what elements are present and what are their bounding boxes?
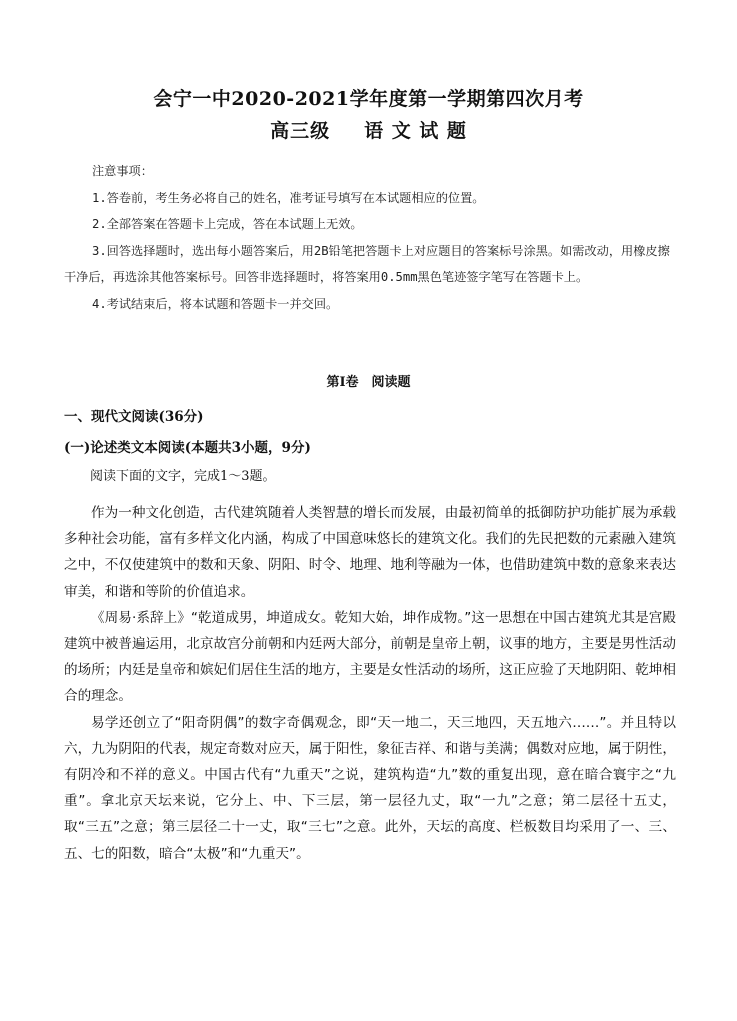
reading-instruction: 阅读下面的文字，完成1～3题。 [90,469,276,484]
exam-title: 会宁一中2020-2021学年度第一学期第四次月考 [153,88,584,110]
section-title: 第Ⅰ卷 阅读题 [326,375,411,390]
passage-paragraph: 作为一种文化创造，古代建筑随着人类智慧的增长而发展，由最初简单的抵御防护功能扩展为承载多种社会功能，富有多样文化内涵，构成了中国意味悠长的建筑文化。我们的先民把数的元素融入建筑之中，不仅使建筑中的数和天象、阴阳、时令、地理、地利等融为一体，也借助建筑中数的意象来表达审美，和谐和等阶的价值追求。 [64,505,676,600]
notice-item: 2.全部答案在答题卡上完成，答在本试题上无效。 [92,217,363,231]
notice-heading: 注意事项： [92,164,153,178]
passage-paragraph: 《周易·系辞上》“乾道成男，坤道成女。乾知大始，坤作成物。”这一思想在中国古建筑尤其是宫殿建筑中被普遍运用，北京故宫分前朝和内廷两大部分，前朝是皇帝上朝，议事的地方，主要是男性活动的场所；内廷是皇帝和嫔妃们居住生活的地方，主要是女性活动的场所，这正应验了天地阴阳、乾坤相合的理念。 [64,609,676,705]
part-heading: 一、现代文阅读(36分) [64,409,204,425]
grade-label: 高三级 [270,120,331,142]
reading-passage [64,500,676,867]
exam-subtitle [0,116,737,143]
passage-paragraph: 易学还创立了“阳奇阴偶”的数字奇偶观念，即“天一地二，天三地四，天五地六……”。并且特以六，九为阴阳的代表，规定奇数对应天，属于阳性，象征吉祥、和谐与美满；偶数对应地，属于阴性，有阴冷和不祥的意义。中国古代有“九重天”之说，建筑构造“九”数的重复出现，意在暗合寰宇之“九重”。拿北京天坛来说，它分上、中、下三层，第一层径九丈，取“一九”之意；第二层径十五丈，取“三五”之意；第三层径二十一丈，取“三七”之意。此外，天坛的高度、栏板数目均采用了一、三、五、七的阳数，暗合“太极”和“九重天”。 [64,714,676,862]
notice-block [64,158,674,317]
notice-item: 3.回答选择题时，选出每小题答案后，用2B铅笔把答题卡上对应题目的答案标号涂黑。如需改动，用橡皮擦干净后，再选涂其他答案标号。回答非选择题时，将答案用0.5mm黑色笔迹签字笔写在答题卡上。 [64,243,670,284]
notice-item: 1.答卷前，考生务必将自己的姓名，准考证号填写在本试题相应的位置。 [92,190,485,205]
subpart-heading: (一)论述类文本阅读(本题共3小题，9分) [64,440,311,456]
notice-item: 4.考试结束后，将本试题和答题卡一并交回。 [92,296,339,311]
subject-label: 语 文 试 题 [364,120,467,142]
